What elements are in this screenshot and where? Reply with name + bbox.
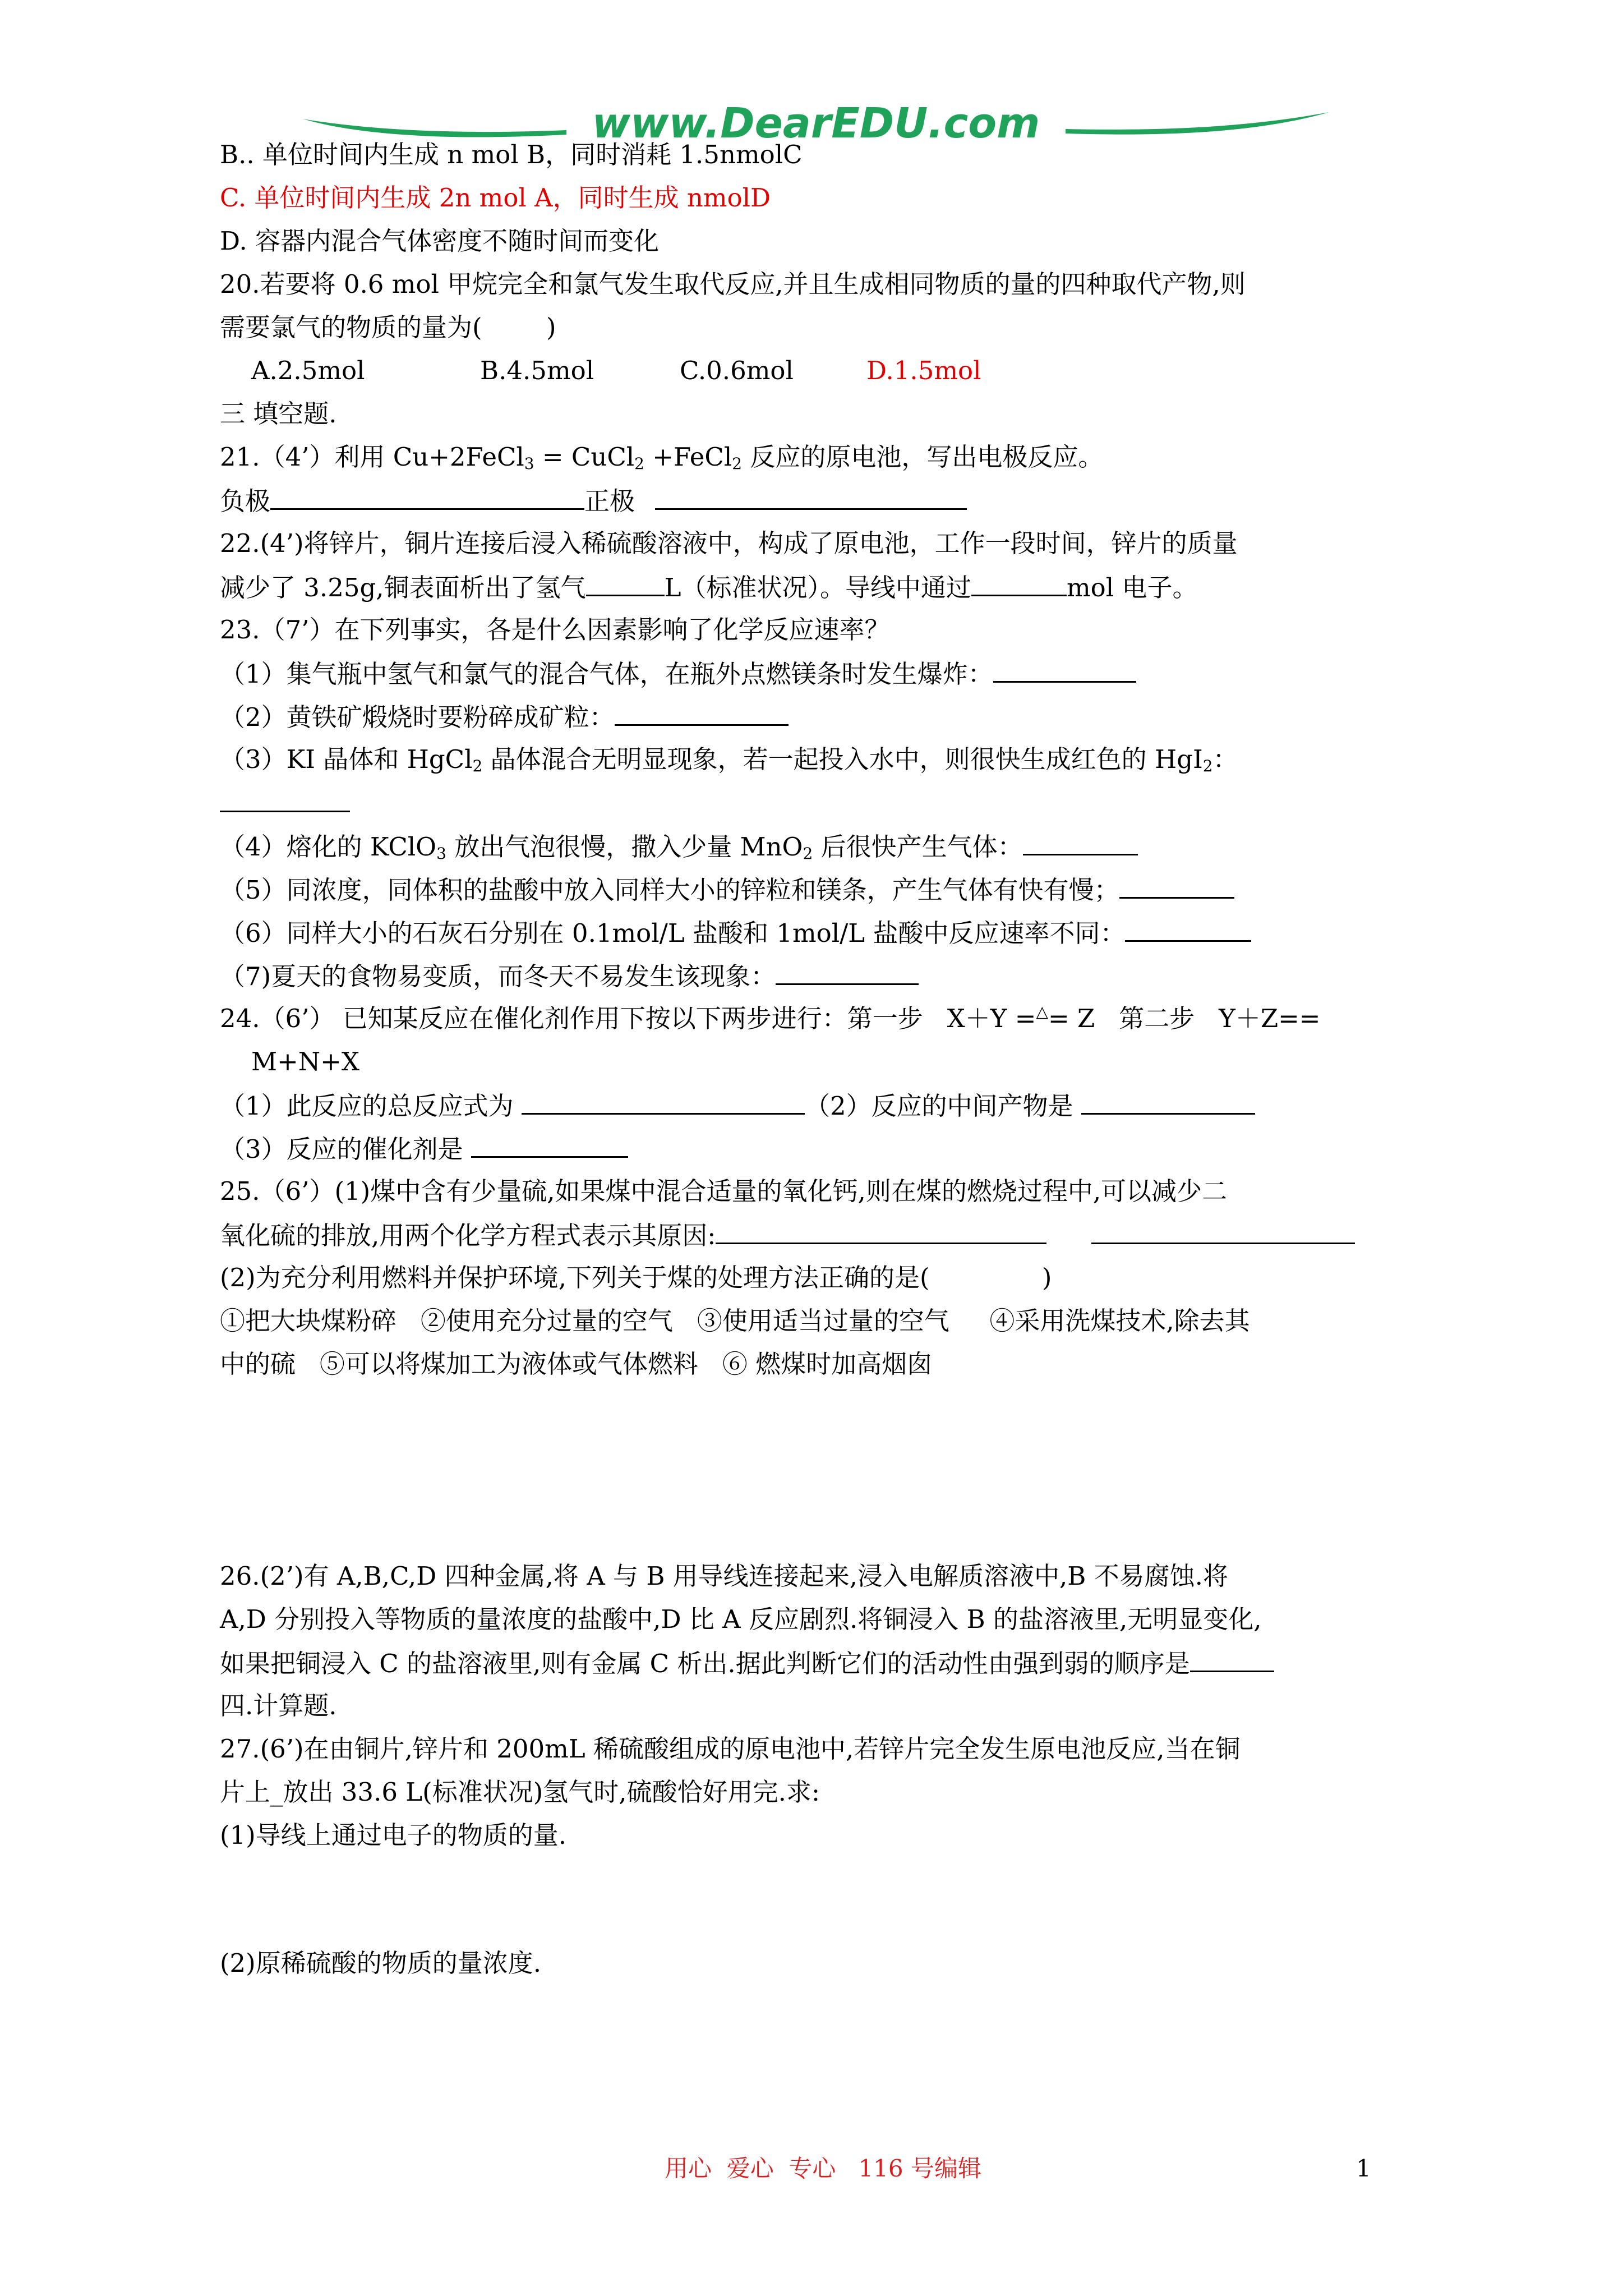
q20-option-a: A.2.5mol <box>251 356 365 385</box>
answer-blank[interactable] <box>615 700 789 726</box>
answer-blank[interactable] <box>1091 1218 1355 1244</box>
answer-blank[interactable] <box>471 1131 628 1158</box>
q21-line2: 负极 正极 <box>220 484 967 518</box>
q23-item-2: （2）黄铁矿煅烧时要粉碎成矿粒： <box>220 700 789 734</box>
q23-item-6: （6）同样大小的石灰石分别在 0.1mol/L 盐酸和 1mol/L 盐酸中反应速率不同： <box>220 915 1251 950</box>
option-b: B.. 单位时间内生成 n mol B，同时消耗 1.5nmolC <box>220 140 803 169</box>
q24-item-3: （3）反应的催化剂是 <box>220 1131 628 1166</box>
q20-line2: 需要氯气的物质的量为( ) <box>220 312 556 342</box>
q25-line3: (2)为充分利用燃料并保护环境,下列关于煤的处理方法正确的是( ) <box>220 1263 1052 1292</box>
q21-line1: 21.（4’）利用 Cu+2FeCl$_3$ = CuCl$_2$ +FeCl$_2$ 反应的原电池，写出电极反应。 <box>220 442 1104 473</box>
q23-title: 23.（7’）在下列事实，各是什么因素影响了化学反应速率？ <box>220 615 890 645</box>
q24-line1: 24.（6’） 已知某反应在催化剂作用下按以下两步进行：第一步 X＋Y =△= Z 第二步 Y＋Z== <box>220 1002 1321 1033</box>
answer-blank[interactable] <box>655 484 967 510</box>
section-4-title: 四.计算题. <box>220 1691 337 1720</box>
answer-blank[interactable] <box>1125 915 1251 942</box>
q25-line2: 氧化硫的排放,用两个化学方程式表示其原因: <box>220 1218 1355 1253</box>
q23-item-3: （3）KI 晶体和 HgCl$_2$ 晶体混合无明显现象，若一起投入水中，则很快生成红色的 HgI$_2$： <box>220 744 1238 775</box>
footer-text: 用心 爱心 专心 116 号编辑 <box>665 2155 981 2182</box>
q23-item-4: （4）熔化的 KClO$_3$ 放出气泡很慢，撒入少量 MnO$_2$ 后很快产生气体： <box>220 829 1138 864</box>
q24-line2: M+N+X <box>251 1047 359 1076</box>
q26-line3: 如果把铜浸入 C 的盐溶液里,则有金属 C 析出.据此判断它们的活动性由强到弱的顺序是 <box>220 1646 1274 1681</box>
answer-blank[interactable] <box>1081 1088 1255 1115</box>
q20-line1: 20.若要将 0.6 mol 甲烷完全和氯气发生取代反应,并且生成相同物质的量的四种取代产物,则 <box>220 269 1246 299</box>
answer-blank[interactable] <box>776 959 919 985</box>
q26-line2: A,D 分别投入等物质的量浓度的盐酸中,D 比 A 反应剧烈.将铜浸入 B 的盐溶液里,无明显变化, <box>220 1604 1262 1634</box>
q23-item-7: （7)夏天的食物易变质，而冬天不易发生该现象： <box>220 959 919 993</box>
answer-blank[interactable] <box>1190 1646 1274 1672</box>
q23-item-1: （1）集气瓶中氢气和氯气的混合气体，在瓶外点燃镁条时发生爆炸： <box>220 656 1136 691</box>
q22-line2: 减少了 3.25g,铜表面析出了氢气 L（标准状况）。导线中通过 mol 电子。 <box>220 570 1197 605</box>
q20-option-b: B.4.5mol <box>480 356 594 385</box>
option-c-answer: C. 单位时间内生成 2n mol A，同时生成 nmolD <box>220 183 771 213</box>
answer-blank[interactable] <box>522 1088 805 1115</box>
answer-blank[interactable] <box>971 570 1067 596</box>
option-d: D. 容器内混合气体密度不随时间而变化 <box>220 226 660 256</box>
q25-line1: 25.（6’）(1)煤中含有少量硫,如果煤中混合适量的氧化钙,则在煤的燃烧过程中,可以减少二 <box>220 1176 1228 1206</box>
answer-blank[interactable] <box>1023 829 1138 855</box>
q26-line1: 26.(2’)有 A,B,C,D 四种金属,将 A 与 B 用导线连接起来,浸入电解质溶液中,B 不易腐蚀.将 <box>220 1561 1228 1591</box>
site-logo-text: www.DearEDU.com <box>592 99 1040 148</box>
q25-line4: ①把大块煤粉碎 ②使用充分过量的空气 ③使用适当过量的空气 ④采用洗煤技术,除去其 <box>220 1306 1250 1336</box>
q23-item-3-blank-line <box>220 786 350 821</box>
q23-item-5: （5）同浓度，同体积的盐酸中放入同样大小的锌粒和镁条，产生气体有快有慢； <box>220 872 1234 907</box>
q27-item-2: (2)原稀硫酸的物质的量浓度. <box>220 1948 542 1978</box>
answer-blank[interactable] <box>220 786 350 812</box>
q20-option-d-answer: D.1.5mol <box>866 356 981 385</box>
answer-blank[interactable] <box>993 656 1136 683</box>
q20-option-c: C.0.6mol <box>680 356 794 385</box>
q22-line1: 22.(4’)将锌片，铜片连接后浸入稀硫酸溶液中，构成了原电池，工作一段时间，锌片的质量 <box>220 528 1238 558</box>
answer-blank[interactable] <box>586 570 665 596</box>
q27-line2: 片上_放出 33.6 L(标准状况)氢气时,硫酸恰好用完.求: <box>220 1777 820 1807</box>
answer-blank[interactable] <box>716 1218 1046 1244</box>
page-number: 1 <box>1356 2155 1371 2182</box>
q24-item-1-2: （1）此反应的总反应式为 （2）反应的中间产物是 <box>220 1088 1255 1123</box>
q27-item-1: (1)导线上通过电子的物质的量. <box>220 1820 567 1850</box>
section-3-title: 三 填空题. <box>220 399 337 429</box>
answer-blank[interactable] <box>1119 872 1234 899</box>
answer-blank[interactable] <box>270 484 584 510</box>
q27-line1: 27.(6’)在由铜片,锌片和 200mL 稀硫酸组成的原电池中,若锌片完全发生原电池反应,当在铜 <box>220 1734 1241 1764</box>
q25-line5: 中的硫 ⑤可以将煤加工为液体或气体燃料 ⑥ 燃煤时加高烟囱 <box>220 1349 933 1379</box>
